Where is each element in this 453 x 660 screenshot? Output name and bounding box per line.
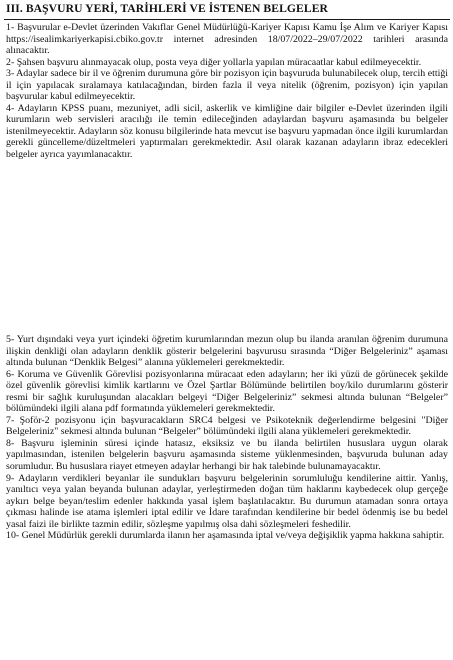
title-underline [4, 19, 450, 20]
paragraph-1: 1- Başvurular e-Devlet üzerinden Vakıflar Genel Müdürlüğü-Kariyer Kapısı Kamu İşe Alım ve Kariyer Kapısı https://isealimkariyerkapisi.cbiko.gov.tr internet adresinden 18/07/2022–29/07/2022 tarihleri arasında alınacaktır. [6, 22, 448, 57]
paragraph-10: 10- Genel Müdürlük gerekli durumlarda ilanın her aşamasında iptal ve/veya değişiklik yapma hakkına sahiptir. [6, 530, 445, 542]
paragraph-6: 6- Koruma ve Güvenlik Görevlisi pozisyonlarına müracaat eden adayların; her iki yüzü de görünecek şekilde özel güvenlik görevlisi kimlik kartlarını ve Özel Şartlar Bölümünde belirtilen boy/kilo durumlarını gösterir resmi bir sağlık kuruluşundan alacakları belgeyi “Diğer Belgeleriniz” sekmesi altında bulunan “Belgeler” bölümündeki ilgili alana pdf formatında yüklemeleri gerekmektedir. [6, 368, 448, 415]
paragraph-9: 9- Adayların verdikleri beyanlar ile sundukları başvuru belgelerinin sorumluluğu kendilerine aittir. Yanlış, yanıltıcı veya yalan beyanda bulunan adaylar, yerleştirmeden doğan tüm haklarını kaybedecek olup gerçeğe aykırı belge beyan/teslim edenler hakkında yasal işlem başlatılacaktır. Bu durumun atamadan sonra ortaya çıkması halinde ise atama işlemleri iptal edilir ve İdare tarafından kendilerine bir bedel ödenmiş ise bu bedel yasal faizi ile birlikte tazmin edilir, sözleşme yapılmış olsa dahi sözleşmeleri feshedilir. [6, 472, 448, 530]
section-title: III. BAŞVURU YERİ, TARİHLERİ VE İSTENEN BELGELER [6, 2, 329, 15]
paragraph-3: 3- Adaylar sadece bir il ve öğrenim durumuna göre bir pozisyon için başvuruda bulunabilecek olup, tercih ettiği il için yapılacak sıralamaya katılacağından, birden fazla il veya nitelik (öğrenim, pozisyon) için yapılan başvurular kabul edilmeyecektir. [6, 68, 448, 103]
paragraph-block-bottom [6, 334, 448, 542]
paragraph-2: 2- Şahsen başvuru alınmayacak olup, posta veya diğer yollarla yapılan müracaatlar kabul edilmeyecektir. [6, 56, 422, 68]
paragraph-8: 8- Başvuru işleminin süresi içinde hatasız, eksiksiz ve bu ilanda belirtilen hususlara uygun olarak yapılmasından, istenilen belgelerin başvuru aşamasında sisteme yüklenmesinden, başvuruda bulunan aday sorumludur. Bu hususlara riayet etmeyen adaylar herhangi bir hak talebinde bulunamayacaktır. [6, 437, 448, 473]
paragraph-7: 7- Şoför-2 pozisyonu için başvuracakların SRC4 belgesi ve Psikoteknik değerlendirme belgesini "Diğer Belgeleriniz" sekmesi altında bulunan “Belgeler” bölümündeki ilgili alana yüklemeleri gerekmektedir. [6, 414, 448, 438]
paragraph-4: 4- Adayların KPSS puanı, mezuniyet, adli sicil, askerlik ve kimliğine dair bilgiler e-Devlet üzerinden ilgili kurumların web servisleri aracılığı ile temin edileceğinden adaylardan başvuru aşamasında bu belgeler istenilmeyecektir. Adayların söz konusu bilgilerinde hata mevcut ise başvuru yapmadan önce ilgili kurumlardan gerekli güncelleme/düzeltmeleri yaptırmaları gerekmektedir. Asıl olarak kazanan adayların ibraz edecekleri belgeler ayrıca yayımlanacaktır. [6, 102, 448, 161]
paragraph-5: 5- Yurt dışındaki veya yurt içindeki öğretim kurumlarından mezun olup bu ilanda aranılan öğrenim durumuna ilişkin denkliği olan adayların denklik gösterir belgelerini başvurusu sırasında “Diğer Belgeleriniz” aşaması altında bulunan “Denklik Belgesi” alanına yüklemeleri gerekmektedir. [6, 334, 448, 369]
paragraph-block-top [6, 22, 448, 161]
